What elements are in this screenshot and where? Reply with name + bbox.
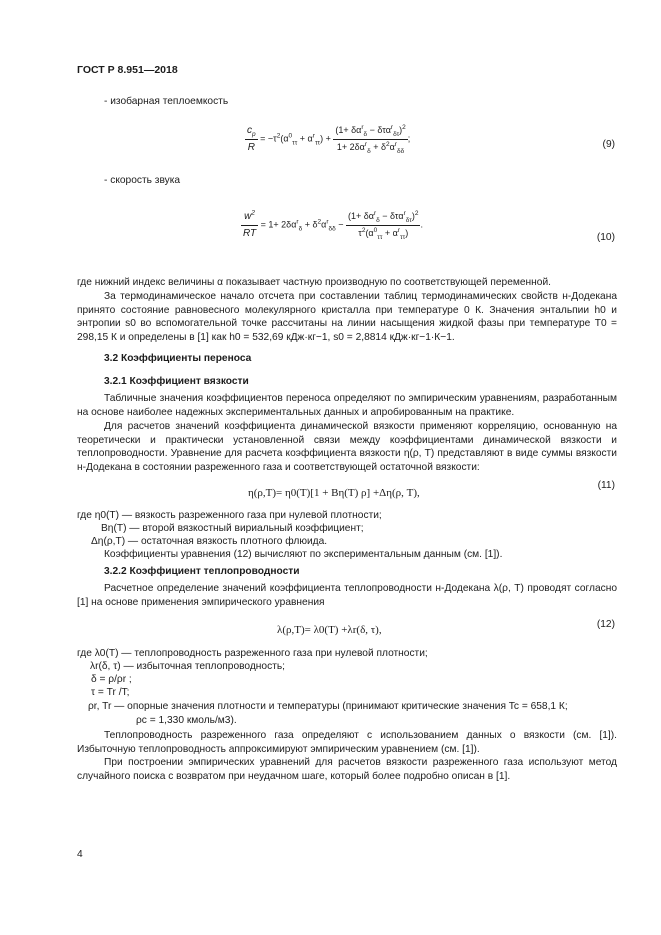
section-heading-3-2-1: 3.2.1 Коэффициент вязкости (104, 376, 249, 387)
where-b-eta: Bη(T) — второй вязкостный вириальный коэффициент; (101, 523, 364, 534)
paragraph-viscosity-1: Табличные значения коэффициентов переноса определяют по эмпирическим уравнениям, разработанным на основе наиболее надежных экспериментальных данных и апробированным на практике. (77, 393, 617, 418)
equation-11-number: (11) (597, 480, 615, 491)
equation-11: η(ρ,T)= η0(T)[1 + Bη(T) ρ] +Δη(ρ, T), (248, 487, 420, 499)
paragraph-eq12-coeffs: Коэффициенты уравнения (12) вычисляют по экспериментальным данным (см. [1]). (104, 549, 503, 560)
where-eta0: где η0(T) — вязкость разреженного газа при нулевой плотности; (77, 510, 382, 521)
equation-10: $\frac{w^2}{RT}$ = $1+ 2\delta\alpha^r_\delta + \delta^2\alpha^r_{\delta\delta}$ − $\frac{(1+ \delta\alpha^r_\delta - \delta\tau\alpha^r_{\delta\tau})^2}{\tau^2(\alpha^0_{\tau\tau} + \alpha^r_{\tau\tau})}$ . (243, 209, 423, 241)
section-heading-3-2: 3.2 Коэффициенты переноса (104, 353, 252, 364)
section-heading-3-2-2: 3.2.2 Коэффициент теплопроводности (104, 566, 300, 577)
paragraph-viscosity-2: Для расчетов значений коэффициента динамической вязкости применяют корреляцию, основанную на теоретически и практически установленной связи между коэффициентами динамической вязкости и теплопроводности. Уравнение для расчета коэффициента вязкости η(ρ, T) представляют в виде суммы вязкости н-Додекана в состоянии разреженного газа и соответствующей остаточной вязкости: (77, 421, 617, 473)
where-delta-eta: Δη(ρ,T) — остаточная вязкость плотного флюида. (91, 536, 328, 547)
paragraph-conductivity: Расчетное определение значений коэффициента теплопроводности н-Додекана λ(ρ, T) проводят согласно [1] на основе применения эмпирического уравнения (77, 583, 617, 608)
where-delta: δ = ρ/ρr ; (91, 674, 132, 685)
where-tau: τ = Tr /T; (91, 687, 130, 698)
document-header: ГОСТ Р 8.951—2018 (77, 64, 178, 76)
where-reference-values: ρr, Tr — опорные значения плотности и температуры (принимают критические значения Tc = 658,1 К; (88, 701, 568, 712)
paragraph-thermo-start: За термодинамическое начало отсчета при составлении таблиц термодинамических свойств н-Додекана принято состояние равновесного молекулярного кристалла при температуре 0 К. Значения энтальпии h0 и энтропии s0 во вспомогательной точке рассчитаны на линии насыщения жидкой фазы при температуре T0 = 298,15 К и определены в [1] как h0 = 532,69 кДж·кг−1, s0 = 2,8814 кДж·кг−1·К−1. (77, 291, 617, 343)
list-item-sound-speed: - скорость звука (104, 175, 181, 186)
equation-9: $\frac{c_p}{R}$ = $-\tau^2(\alpha^0_{\tau\tau} + \alpha^r_{\tau\tau})$ + $\frac{(1+ \delta\alpha^r_\delta - \delta\tau\alpha^r_{\delta\tau})^2}{1+ 2\delta\alpha^r_\delta + \delta^2\alpha^r_{\delta\delta}}$ ; (247, 124, 411, 155)
page-number: 4 (77, 849, 83, 860)
where-rho-c: ρc = 1,330 кмоль/м3). (136, 715, 237, 726)
equation-12-number: (12) (596, 619, 615, 630)
paragraph-rarefied-gas: Теплопроводность разреженного газа определяют с использованием данных о вязкости (см. [1]). Избыточную теплопроводность аппроксимируют эмпирическим уравнением (см. [1]). (77, 730, 617, 755)
paragraph-alpha-index: где нижний индекс величины α показывает частную производную по соответствующей переменной. (77, 277, 551, 288)
list-item-heat-capacity: - изобарная теплоемкость (104, 96, 229, 107)
where-lambda0: где λ0(T) — теплопроводность разреженного газа при нулевой плотности; (77, 648, 428, 659)
equation-10-number: (10) (596, 232, 615, 243)
paragraph-random-search: При построении эмпирических уравнений для расчетов вязкости разреженного газа используют метод случайного поиска с возвратом при неудачном шаге, который более подробно описан в [1]. (77, 757, 617, 782)
equation-12: λ(ρ,T)= λ0(T) +λr(δ, τ), (277, 624, 382, 636)
where-lambda-r: λr(δ, τ) — избыточная теплопроводность; (90, 661, 285, 672)
equation-9-number: (9) (602, 139, 615, 150)
